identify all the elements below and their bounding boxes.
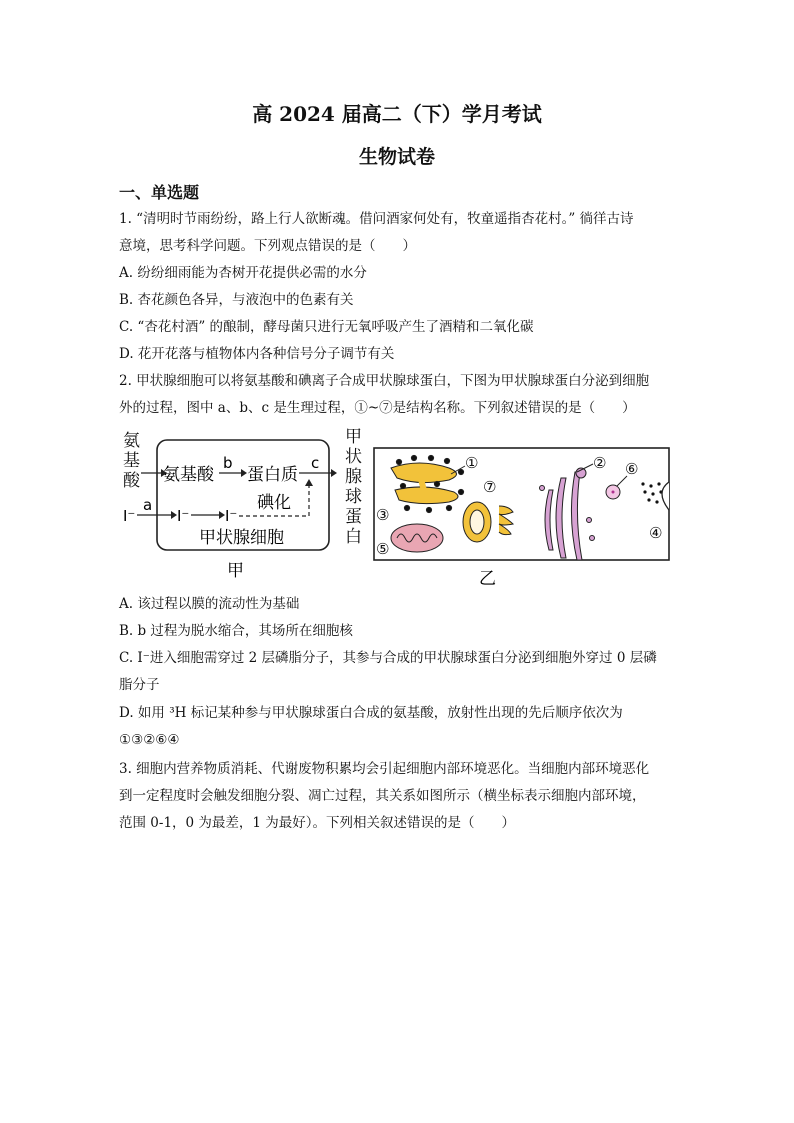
section-heading: 一、单选题 bbox=[119, 183, 200, 202]
q3-stem-line3: 范围 0-1，0 为最差，1 为最好）。下列相关叙述错误的是（ ） bbox=[119, 815, 516, 831]
q1-option-c: C. “杏花村酒” 的酿制，酵母菌只进行无氧呼吸产生了酒精和二氧化碳 bbox=[119, 319, 534, 335]
q2-option-d-line2: ①③②⑥④ bbox=[119, 732, 180, 748]
fig-ion-out: I⁻ bbox=[123, 507, 136, 525]
fig-n4: ④ bbox=[649, 524, 663, 542]
fig-left-amino-3: 酸 bbox=[123, 471, 140, 491]
q3-stem-line2: 到一定程度时会触发细胞分裂、凋亡过程，其关系如图所示（横坐标表示细胞内部环境， bbox=[119, 788, 646, 804]
fig-label-yi: 乙 bbox=[479, 569, 496, 589]
rough-er bbox=[391, 455, 464, 512]
fig-product-vertical bbox=[345, 428, 362, 547]
svg-text:球: 球 bbox=[345, 487, 362, 507]
q1-stem-line2: 意境，思考科学问题。下列观点错误的是（ ） bbox=[119, 238, 416, 254]
golgi bbox=[540, 468, 595, 560]
q3-stem-line1: 3. 细胞内营养物质消耗、代谢废物积累均会引起细胞内部环境恶化。当细胞内部环境恶化 bbox=[119, 761, 650, 777]
q2-option-b: B. b 过程为脱水缩合，其场所在细胞核 bbox=[119, 623, 353, 639]
fig-label-b: b bbox=[223, 454, 233, 472]
q1-stem-line1: 1. “清明时节雨纷纷，路上行人欲断魂。借问酒家何处有，牧童遥指杏花村。” 徜徉古诗 bbox=[119, 211, 634, 227]
q2-stem-line1: 2. 甲状腺细胞可以将氨基酸和碘离子合成甲状腺球蛋白，下图为甲状腺球蛋白分泌到细胞 bbox=[119, 373, 650, 389]
q1-option-a: A. 纷纷细雨能为杏树开花提供必需的水分 bbox=[119, 265, 367, 281]
fig-protein: 蛋白质 bbox=[247, 465, 298, 485]
fig-label-a: a bbox=[143, 496, 153, 514]
fig-left-amino-2: 基 bbox=[123, 451, 140, 471]
svg-text:状: 状 bbox=[345, 447, 362, 467]
fig-amino: 氨基酸 bbox=[163, 465, 214, 485]
q2-option-a: A. 该过程以膜的流动性为基础 bbox=[119, 596, 300, 612]
q1-option-b: B. 杏花颜色各异，与液泡中的色素有关 bbox=[119, 292, 354, 308]
exam-subtitle: 生物试卷 bbox=[358, 146, 435, 168]
vesicle-7 bbox=[463, 502, 513, 542]
fig-cell-label: 甲状腺细胞 bbox=[199, 528, 284, 548]
svg-text:蛋: 蛋 bbox=[345, 507, 362, 527]
q2-option-c-line1: C. I⁻进入细胞需穿过 2 层磷脂分子，其参与合成的甲状腺球蛋白分泌到细胞外穿过 0 层磷 bbox=[119, 650, 657, 666]
q2-option-d-line1: D. 如用 ³H 标记某种参与甲状腺球蛋白合成的氨基酸，放射性出现的先后顺序依次为 bbox=[119, 705, 623, 721]
fig-ion-mid: I⁻ bbox=[177, 507, 190, 525]
fig-label-jia: 甲 bbox=[227, 561, 244, 581]
svg-text:腺: 腺 bbox=[345, 467, 362, 487]
thyroid-figure bbox=[119, 428, 674, 590]
svg-text:甲: 甲 bbox=[345, 428, 362, 447]
q1-option-d: D. 花开花落与植物体内各种信号分子调节有关 bbox=[119, 346, 395, 362]
fig-n3: ③ bbox=[376, 506, 390, 524]
mitochondrion bbox=[391, 524, 443, 552]
q2-stem-line2: 外的过程，图中 a、b、c 是生理过程，①~⑦是结构名称。下列叙述错误的是（ ） bbox=[119, 400, 636, 416]
fig-n7: ⑦ bbox=[483, 478, 497, 496]
fig-n6: ⑥ bbox=[625, 460, 639, 478]
svg-text:白: 白 bbox=[345, 527, 362, 547]
fig-left-amino-1: 氨 bbox=[123, 431, 140, 451]
fig-label-c: c bbox=[311, 454, 320, 472]
fig-n1: ① bbox=[465, 454, 479, 472]
fig-n5: ⑤ bbox=[376, 540, 390, 558]
fig-iodination: 碘化 bbox=[257, 493, 291, 513]
fig-n2: ② bbox=[593, 454, 607, 472]
q2-option-c-line2: 脂分子 bbox=[119, 677, 160, 693]
fig-ion-in: I⁻ bbox=[225, 507, 238, 525]
exocytosis bbox=[641, 482, 662, 503]
exam-title: 高 2024 届高二（下）学月考试 bbox=[252, 102, 542, 126]
